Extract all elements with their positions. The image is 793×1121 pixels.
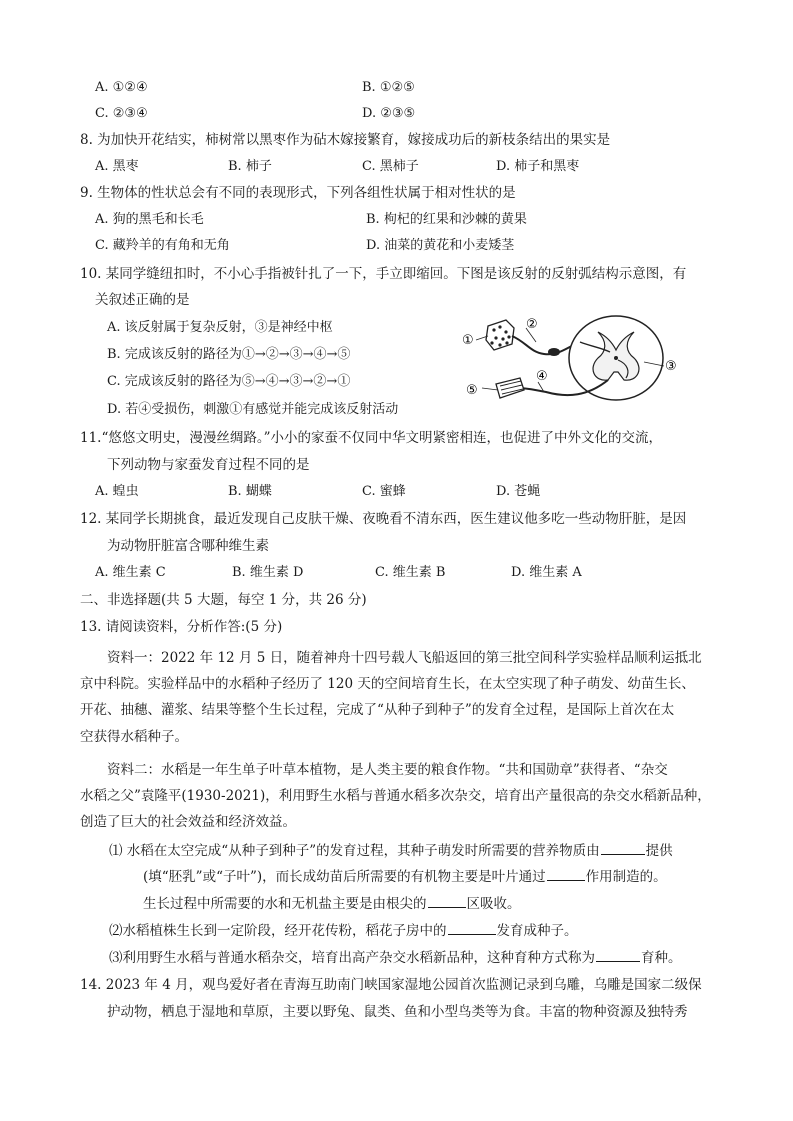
q13-part1-text-f: 区吸收。 [466, 896, 521, 912]
q9-option-d: D. 油菜的黄花和小麦矮茎 [366, 238, 515, 253]
answer-blank-5[interactable] [596, 947, 640, 962]
q8-option-c: C. 黑柿子 [362, 159, 419, 174]
q13-part1-text-d: 作用制造的。 [585, 869, 667, 885]
effector-muscle-icon [496, 378, 524, 398]
q8-option-a: A. 黑枣 [95, 159, 139, 174]
q8-stem: 8. 为加快开花结实，柿树常以黑枣作为砧木嫁接繁育，嫁接成功后的新枝条结出的果实是 [80, 132, 611, 148]
q13-part1-text-b: 提供 [645, 843, 673, 859]
q11-stem-line2: 下列动物与家蚕发育过程不同的是 [107, 457, 310, 473]
label-5: ⑤ [466, 383, 478, 398]
q12-option-a: A. 维生素 C [95, 565, 166, 580]
q12-stem-line2: 为动物肝脏富含哪种维生素 [107, 538, 269, 554]
reflex-arc-diagram [458, 312, 686, 414]
q10-option-d: D. 若④受损伤，刺激①有感觉并能完成该反射活动 [107, 402, 399, 417]
answer-blank-2[interactable] [547, 866, 585, 881]
section2-heading: 二、非选择题(共 5 大题，每空 1 分，共 26 分) [80, 592, 367, 608]
q12-option-c: C. 维生素 B [375, 565, 446, 580]
answer-blank-1[interactable] [601, 840, 645, 855]
q11-option-c: C. 蜜蜂 [362, 484, 406, 499]
q10-stem-line1: 10. 某同学缝纽扣时，不小心手指被针扎了一下，手立即缩回。下图是该反射的反射弧结构示意图，有 [80, 266, 687, 282]
q13-part1-text-e: 生长过程中所需要的水和无机盐主要是由根尖的 [143, 896, 427, 912]
q13-part1-text-c: (填“胚乳”或“子叶”)，而长成幼苗后所需要的有机物主要是叶片通过 [143, 869, 546, 885]
q13-part3-text-a: ⑶利用野生水稻与普通水稻杂交，培育出高产杂交水稻新品种，这种育种方式称为 [109, 950, 595, 966]
q13-material2-line2: 水稻之父”袁隆平(1930-2021)，利用野生水稻与普通水稻多次杂交，培育出产量很高的杂交水稻新品种， [80, 788, 711, 804]
answer-blank-3[interactable] [428, 893, 466, 908]
q11-stem-line1: 11.“悠悠文明史，漫漫丝绸路。”小小的家蚕不仅同中华文明紧密相连，也促进了中外文化的交流， [80, 430, 663, 446]
q9-option-c: C. 藏羚羊的有角和无角 [95, 238, 230, 253]
answer-blank-4[interactable] [448, 920, 496, 935]
q13-material1-line4: 空获得水稻种子。 [80, 729, 188, 745]
q9-stem: 9. 生物体的性状总会有不同的表现形式，下列各组性状属于相对性状的是 [80, 185, 516, 201]
q11-option-d: D. 苍蝇 [496, 484, 541, 499]
q13-material2-line3: 创造了巨大的社会效益和经济效益。 [80, 814, 296, 830]
q12-stem-line1: 12. 某同学长期挑食，最近发现自己皮肤干燥、夜晚看不清东西，医生建议他多吃一些动物肝脏，是因 [80, 511, 687, 527]
q11-option-a: A. 蝗虫 [95, 484, 139, 499]
q13-material1-line3: 开花、抽穗、灌浆、结果等整个生长过程，完成了“从种子到种子”的发育全过程，是国际上首次在太 [80, 702, 675, 718]
q13-material1-line2: 京中科院。实验样品中的水稻种子经历了 120 天的空间培育生长，在太空实现了种子萌发、幼苗生长、 [80, 676, 695, 692]
q13-part1-line3 [143, 893, 521, 914]
q9-option-b: B. 枸杞的红果和沙棘的黄果 [366, 212, 527, 227]
q14-line2: 护动物，栖息于湿地和草原，主要以野兔、鼠类、鱼和小型鸟类等为食。丰富的物种资源及独特秀 [107, 1004, 688, 1020]
q13-part2 [109, 920, 578, 941]
q13-part1-text-a: ⑴ 水稻在太空完成“从种子到种子”的发育过程，其种子萌发时所需要的营养物质由 [109, 843, 600, 859]
q7-option-d: D. ②③⑤ [362, 106, 416, 121]
label-4: ④ [536, 369, 548, 384]
q14-line1: 14. 2023 年 4 月，观鸟爱好者在青海互助南门峡国家湿地公园首次监测记录到乌雕，乌雕是国家二级保 [80, 977, 702, 993]
q12-option-d: D. 维生素 A [511, 565, 582, 580]
q7-option-b: B. ①②⑤ [362, 80, 415, 95]
q8-option-b: B. 柿子 [228, 159, 272, 174]
receptor-skin-icon [486, 320, 514, 350]
q8-option-d: D. 柿子和黑枣 [496, 159, 580, 174]
spinal-cord-icon [569, 316, 663, 400]
q10-stem-line2: 关叙述正确的是 [95, 292, 190, 308]
q12-option-b: B. 维生素 D [232, 565, 304, 580]
q9-option-a: A. 狗的黑毛和长毛 [95, 212, 204, 227]
q13-part3-text-b: 育种。 [641, 950, 682, 966]
q13-part2-text-a: ⑵水稻植株生长到一定阶段，经开花传粉，稻花子房中的 [109, 923, 447, 939]
label-3: ③ [665, 359, 677, 374]
q13-part1-line2 [143, 866, 667, 887]
q13-part1-line1 [109, 840, 673, 861]
ganglion-icon [548, 348, 560, 356]
label-1: ① [462, 333, 474, 348]
q7-option-a: A. ①②④ [95, 80, 148, 95]
q10-option-a: A. 该反射属于复杂反射，③是神经中枢 [107, 320, 333, 335]
q10-option-c: C. 完成该反射的路径为⑤→④→③→②→① [107, 374, 351, 389]
q13-material1-line1: 资料一：2022 年 12 月 5 日，随着神舟十四号载人飞船返回的第三批空间科学实验样品顺利运抵北 [107, 650, 702, 666]
q13-material2-line1: 资料二：水稻是一年生单子叶草本植物，是人类主要的粮食作物。“共和国勋章”获得者、“杂交 [107, 762, 668, 778]
q7-option-c: C. ②③④ [95, 106, 148, 121]
q13-stem: 13. 请阅读资料，分析作答:(5 分) [80, 619, 283, 635]
q13-part3 [109, 947, 682, 968]
q10-option-b: B. 完成该反射的路径为①→②→③→④→⑤ [107, 347, 351, 362]
q11-option-b: B. 蝴蝶 [228, 484, 272, 499]
q13-part2-text-b: 发育成种子。 [496, 923, 578, 939]
label-2: ② [526, 317, 538, 332]
